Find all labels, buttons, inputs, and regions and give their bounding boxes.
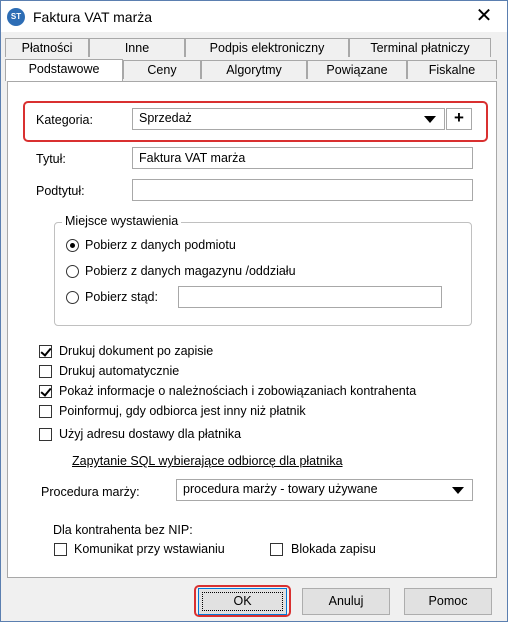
checkbox-komunikat[interactable]: [54, 543, 67, 556]
radio-pobierz-z-podmiotu[interactable]: [66, 239, 79, 252]
podtytul-label: Podtytuł:: [36, 184, 85, 198]
cancel-button-label: Anuluj: [328, 594, 364, 608]
close-icon[interactable]: ✕: [475, 5, 493, 27]
checkbox-poinformuj-odbiorca-label: Poinformuj, gdy odbiorca jest inny niż płatnik: [59, 404, 306, 418]
procedura-marzy-label: Procedura marży:: [41, 485, 140, 499]
checkbox-adres-dostawy[interactable]: [39, 428, 52, 441]
add-kategoria-button[interactable]: +: [446, 108, 472, 130]
procedura-marzy-value: procedura marży - towary używane: [183, 482, 378, 496]
checkbox-pokaz-naleznosci[interactable]: [39, 385, 52, 398]
tab-podstawowe[interactable]: Podstawowe: [5, 59, 123, 81]
checkbox-drukuj-automatycznie[interactable]: [39, 365, 52, 378]
radio-pobierz-z-podmiotu-label: Pobierz z danych podmiotu: [85, 238, 236, 252]
miejsce-wystawienia-legend: Miejsce wystawienia: [62, 214, 181, 228]
tab-platnosci[interactable]: Płatności: [5, 38, 89, 57]
checkbox-drukuj-po-zapisie-label: Drukuj dokument po zapisie: [59, 344, 214, 358]
radio-pobierz-z-magazynu-label: Pobierz z danych magazynu /oddziału: [85, 264, 296, 278]
tab-fiskalne[interactable]: Fiskalne: [407, 60, 497, 79]
chevron-down-icon: [452, 487, 464, 494]
help-button-label: Pomoc: [428, 594, 468, 608]
checkbox-drukuj-automatycznie-label: Drukuj automatycznie: [59, 364, 180, 378]
checkbox-komunikat-label: Komunikat przy wstawianiu: [74, 542, 225, 556]
app-logo-icon: ST: [7, 8, 25, 26]
window-title: Faktura VAT marża: [33, 9, 153, 25]
title-bar: [1, 1, 507, 32]
tab-ceny[interactable]: Ceny: [123, 60, 201, 79]
cancel-button[interactable]: [302, 588, 390, 615]
tab-panel-podstawowe: [7, 81, 497, 578]
bez-nip-label: Dla kontrahenta bez NIP:: [53, 523, 193, 537]
sql-odbiorca-link[interactable]: Zapytanie SQL wybierające odbiorcę dla płatnika: [72, 454, 343, 468]
pobierz-stad-field[interactable]: [178, 286, 442, 308]
ok-button[interactable]: [198, 588, 287, 615]
checkbox-adres-dostawy-label: Użyj adresu dostawy dla płatnika: [59, 427, 242, 441]
podtytul-field[interactable]: [132, 179, 473, 201]
radio-pobierz-z-magazynu[interactable]: [66, 265, 79, 278]
checkbox-drukuj-po-zapisie[interactable]: [39, 345, 52, 358]
checkbox-poinformuj-odbiorca[interactable]: [39, 405, 52, 418]
tab-powiazane[interactable]: Powiązane: [307, 60, 407, 79]
tytul-label: Tytuł:: [36, 152, 66, 166]
checkbox-pokaz-naleznosci-label: Pokaż informacje o należnościach i zobowiązaniach kontrahenta: [59, 384, 417, 398]
help-button[interactable]: [404, 588, 492, 615]
radio-pobierz-stad[interactable]: [66, 291, 79, 304]
chevron-down-icon: [424, 116, 436, 123]
tab-algorytmy[interactable]: Algorytmy: [201, 60, 307, 79]
kategoria-select[interactable]: [132, 108, 445, 130]
tab-inne[interactable]: Inne: [89, 38, 185, 57]
tytul-field[interactable]: Faktura VAT marża: [132, 147, 473, 169]
kategoria-value: Sprzedaż: [139, 111, 192, 125]
checkbox-blokada[interactable]: [270, 543, 283, 556]
tab-terminal-platniczy[interactable]: Terminal płatniczy: [349, 38, 491, 57]
radio-pobierz-stad-label: Pobierz stąd:: [85, 290, 158, 304]
procedura-marzy-select[interactable]: [176, 479, 473, 501]
checkbox-blokada-label: Blokada zapisu: [291, 542, 376, 556]
tab-podpis-elektroniczny[interactable]: Podpis elektroniczny: [185, 38, 349, 57]
ok-button-label: OK: [233, 594, 252, 608]
kategoria-label: Kategoria:: [36, 113, 93, 127]
